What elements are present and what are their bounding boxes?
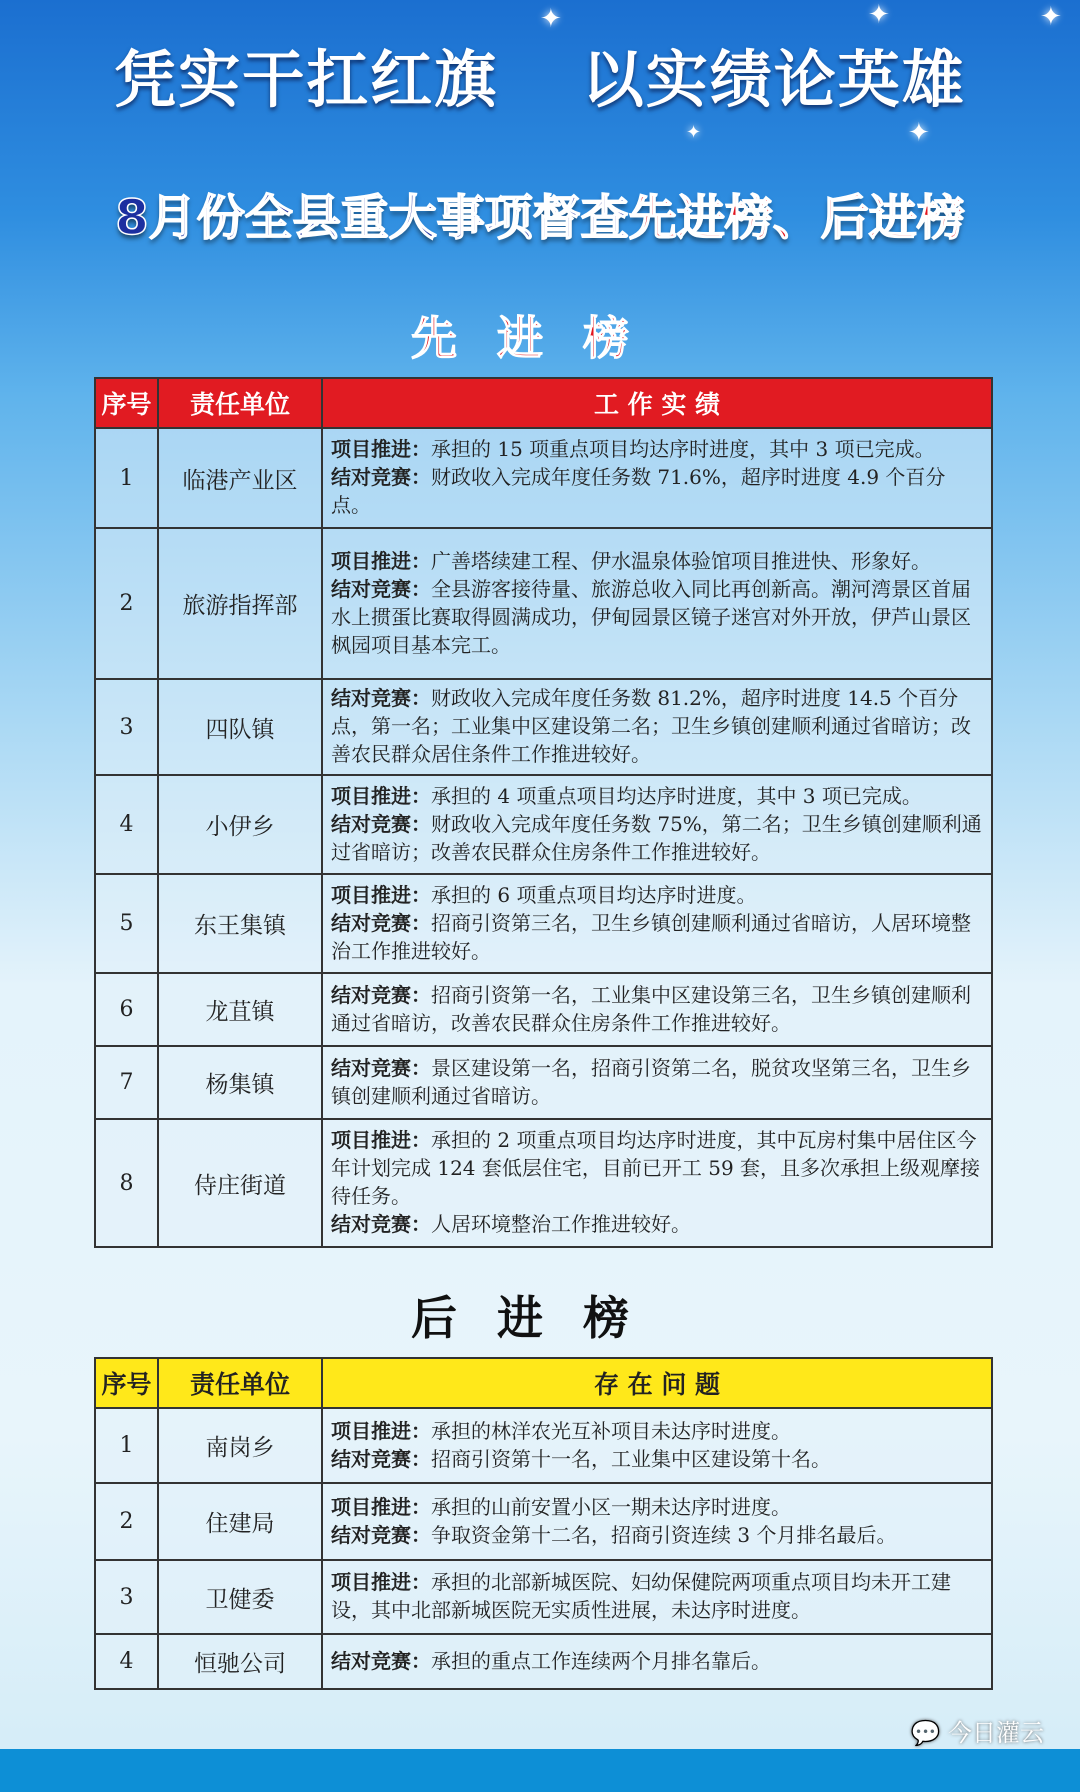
table-row <box>95 973 992 1046</box>
slogan-left: 凭实干扛红旗 <box>114 43 499 116</box>
sparkle-icon: ✦ <box>1040 2 1062 32</box>
item-category: 结对竞赛： <box>331 1522 431 1547</box>
row-description <box>322 874 992 973</box>
table-row <box>95 428 992 528</box>
row-unit: 住建局 <box>158 1483 322 1560</box>
row-unit: 旅游指挥部 <box>158 528 322 679</box>
item-category: 结对竞赛： <box>331 811 431 836</box>
description-item <box>331 981 983 1037</box>
item-category: 项目推进： <box>331 1570 431 1594</box>
description-item <box>331 909 983 965</box>
row-unit: 南岗乡 <box>158 1408 322 1483</box>
table-row <box>95 1634 992 1689</box>
row-unit: 龙苴镇 <box>158 973 322 1046</box>
item-text: 财政收入完成年度任务数 75%，第二名；卫生乡镇创建顺利通过省暗访；改善农民群众住房条件工作推进较好。 <box>331 811 982 864</box>
description-item <box>331 1568 983 1624</box>
row-unit: 东王集镇 <box>158 874 322 973</box>
row-description <box>322 973 992 1046</box>
row-number: 4 <box>95 775 158 874</box>
table-row <box>95 528 992 679</box>
row-unit: 临港产业区 <box>158 428 322 528</box>
row-number: 4 <box>95 1634 158 1689</box>
item-text: 承担的北部新城医院、妇幼保健院两项重点项目均未开工建设，其中北部新城医院无实质性进展，未达序时进度。 <box>331 1570 951 1622</box>
description-item <box>331 782 983 810</box>
item-text: 承担的 6 项重点项目均达序时进度。 <box>431 882 757 907</box>
item-category: 结对竞赛： <box>331 1212 431 1236</box>
item-text: 承担的林洋农光互补项目未达序时进度。 <box>431 1418 791 1443</box>
item-category: 结对竞赛： <box>331 982 431 1007</box>
row-number: 2 <box>95 528 158 679</box>
headline-highlight: 先进榜、后进榜 <box>628 190 965 246</box>
table-row <box>95 1046 992 1119</box>
watermark-text: 今日灌云 <box>948 1719 1044 1747</box>
row-number: 2 <box>95 1483 158 1560</box>
item-text: 全县游客接待量、旅游总收入同比再创新高。潮河湾景区首届水上掼蛋比赛取得圆满成功，伊甸园景区镜子迷宫对外开放，伊芦山景区枫园项目基本完工。 <box>331 576 971 657</box>
table-header <box>95 1358 992 1408</box>
item-text: 景区建设第一名，招商引资第二名，脱贫攻坚第三名，卫生乡镇创建顺利通过省暗访。 <box>331 1055 971 1108</box>
lagging-title: 后进榜 <box>411 1291 669 1345</box>
hero-banner <box>0 0 1080 300</box>
description-item <box>331 1521 983 1549</box>
sparkle-icon: ✦ <box>540 4 562 34</box>
row-number: 8 <box>95 1119 158 1247</box>
advanced-table <box>94 377 993 1248</box>
row-unit: 侍庄街道 <box>158 1119 322 1247</box>
item-category: 结对竞赛： <box>331 910 431 935</box>
table-row <box>95 1119 992 1247</box>
row-unit: 杨集镇 <box>158 1046 322 1119</box>
item-text: 承担的山前安置小区一期未达序时进度。 <box>431 1494 791 1519</box>
slogan <box>0 42 1080 118</box>
slogan-right: 以实绩论英雄 <box>581 43 966 116</box>
item-text: 招商引资第三名，卫生乡镇创建顺利通过省暗访，人居环境整治工作推进较好。 <box>331 910 971 963</box>
item-category: 结对竞赛： <box>331 1055 431 1080</box>
description-item <box>331 1417 983 1445</box>
row-description <box>322 1634 992 1689</box>
row-number: 5 <box>95 874 158 973</box>
item-text: 招商引资第一名，工业集中区建设第三名，卫生乡镇创建顺利通过省暗访，改善农民群众住房条件工作推进较好。 <box>331 982 971 1035</box>
description-item <box>331 575 983 659</box>
row-unit: 卫健委 <box>158 1560 322 1634</box>
table-header <box>95 378 992 428</box>
description-item <box>331 1647 983 1675</box>
description-item <box>331 1126 983 1210</box>
item-category: 项目推进： <box>331 548 431 573</box>
header-achievements: 工 作 实 绩 <box>322 378 992 428</box>
row-description <box>322 1560 992 1634</box>
description-item <box>331 547 983 575</box>
header-problems: 存 在 问 题 <box>322 1358 992 1408</box>
row-description <box>322 428 992 528</box>
table-row <box>95 679 992 775</box>
advanced-title: 先进榜 <box>411 311 669 365</box>
table-row <box>95 775 992 874</box>
row-number: 3 <box>95 679 158 775</box>
row-description <box>322 1483 992 1560</box>
item-text: 承担的 2 项重点项目均达序时进度，其中瓦房村集中居住区今年计划完成 124 套低层住宅，目前已开工 59 套，且多次承担上级观摩接待任务。 <box>331 1128 981 1208</box>
description-item <box>331 1445 983 1473</box>
table-row <box>95 874 992 973</box>
sparkle-icon: ✦ <box>908 118 930 148</box>
row-unit: 四队镇 <box>158 679 322 775</box>
item-category: 结对竞赛： <box>331 576 431 601</box>
item-category: 项目推进： <box>331 882 431 907</box>
item-text: 争取资金第十二名，招商引资连续 3 个月排名最后。 <box>431 1522 897 1547</box>
lagging-table <box>94 1357 993 1690</box>
item-text: 承担的 15 项重点项目均达序时进度，其中 3 项已完成。 <box>431 437 935 461</box>
item-category: 结对竞赛： <box>331 1446 431 1471</box>
item-category: 项目推进： <box>331 1418 431 1443</box>
row-number: 7 <box>95 1046 158 1119</box>
watermark <box>910 1718 1044 1748</box>
row-description <box>322 1046 992 1119</box>
row-unit: 恒驰公司 <box>158 1634 322 1689</box>
row-description <box>322 528 992 679</box>
item-text: 财政收入完成年度任务数 71.6%，超序时进度 4.9 个百分点。 <box>331 465 946 517</box>
sparkle-icon: ✦ <box>686 122 702 143</box>
item-category: 项目推进： <box>331 1128 431 1152</box>
item-category: 项目推进： <box>331 1494 431 1519</box>
wechat-icon: 💬 <box>910 1719 941 1747</box>
row-description <box>322 775 992 874</box>
item-category: 项目推进： <box>331 437 431 461</box>
row-number: 6 <box>95 973 158 1046</box>
item-category: 结对竞赛： <box>331 1648 431 1673</box>
row-number: 1 <box>95 1408 158 1483</box>
footer <box>0 1718 1080 1792</box>
headline <box>0 186 1080 250</box>
description-item <box>331 463 983 519</box>
item-category: 结对竞赛： <box>331 465 431 489</box>
table-row <box>95 1483 992 1560</box>
table-row <box>95 1560 992 1634</box>
headline-main: 8月份全县重大事项督查 <box>115 190 629 246</box>
row-number: 3 <box>95 1560 158 1634</box>
item-text: 承担的 4 项重点项目均达序时进度，其中 3 项已完成。 <box>431 783 922 808</box>
sparkle-icon: ✦ <box>868 0 890 30</box>
row-description <box>322 1408 992 1483</box>
row-description <box>322 1119 992 1247</box>
description-item <box>331 1493 983 1521</box>
description-item <box>331 1210 983 1238</box>
description-item <box>331 810 983 866</box>
item-category: 结对竞赛： <box>331 686 431 710</box>
item-text: 财政收入完成年度任务数 81.2%，超序时进度 14.5 个百分点，第一名；工业集中区建设第二名；卫生乡镇创建顺利通过省暗访；改善农民群众居住条件工作推进较好。 <box>331 686 971 766</box>
item-category: 项目推进： <box>331 783 431 808</box>
table-row <box>95 1408 992 1483</box>
bottom-bar <box>0 1749 1080 1792</box>
item-text: 广善塔续建工程、伊水温泉体验馆项目推进快、形象好。 <box>431 548 931 573</box>
description-item <box>331 1054 983 1110</box>
row-unit: 小伊乡 <box>158 775 322 874</box>
header-unit: 责任单位 <box>158 378 322 428</box>
description-item <box>331 881 983 909</box>
description-item <box>331 684 983 768</box>
item-text: 承担的重点工作连续两个月排名靠后。 <box>431 1648 771 1673</box>
header-unit: 责任单位 <box>158 1358 322 1408</box>
header-no: 序号 <box>95 378 158 428</box>
row-description <box>322 679 992 775</box>
item-text: 招商引资第十一名，工业集中区建设第十名。 <box>431 1446 831 1471</box>
description-item <box>331 435 983 463</box>
row-number: 1 <box>95 428 158 528</box>
header-no: 序号 <box>95 1358 158 1408</box>
item-text: 人居环境整治工作推进较好。 <box>431 1212 691 1236</box>
